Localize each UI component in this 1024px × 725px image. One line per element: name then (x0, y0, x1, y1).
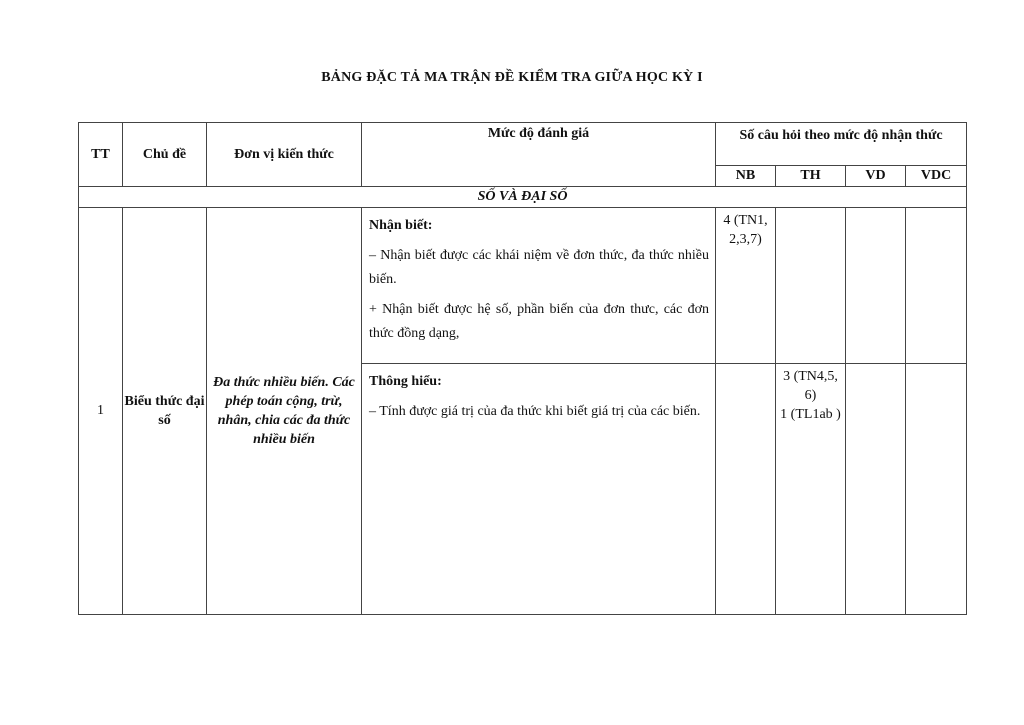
nhan-biet-line-1: – Nhận biết được các khái niệm về đơn thức, đa thức nhiều biến. (369, 248, 709, 287)
page-title: BẢNG ĐẶC TẢ MA TRẬN ĐỀ KIỂM TRA GIỮA HỌC KỲ I (321, 70, 703, 85)
nhan-biet-description (362, 208, 716, 364)
table-row (79, 208, 967, 364)
row-topic: Biểu thức đại số (123, 208, 207, 615)
header-tt: TT (79, 123, 123, 187)
nhan-biet-line-2: + Nhận biết được hệ số, phần biến của đơn thưc, các đơn thức đồng dạng, (369, 302, 709, 341)
header-level-nb: NB (716, 166, 776, 187)
header-level-vd: VD (846, 166, 906, 187)
th-count-tl: 1 (TL1ab ) (780, 407, 841, 422)
header-level-vdc: VDC (906, 166, 967, 187)
th-count-tn: 3 (TN4,5, 6) (783, 369, 838, 403)
vd-empty-cell (846, 208, 906, 364)
vd-empty-cell (846, 364, 906, 615)
th-empty-cell (776, 208, 846, 364)
row-knowledge-unit: Đa thức nhiều biến. Các phép toán cộng, trừ, nhân, chia các đa thức nhiều biến (207, 208, 362, 615)
specification-matrix-table (78, 122, 967, 615)
row-number: 1 (79, 208, 123, 615)
thong-hieu-label: Thông hiểu: (369, 374, 442, 389)
thong-hieu-line-1: – Tính được giá trị của đa thức khi biết giá trị của các biến. (369, 404, 701, 419)
nb-count: 4 (TN1, 2,3,7) (716, 208, 776, 364)
th-count (776, 364, 846, 615)
section-title: SỐ VÀ ĐẠI SỐ (79, 187, 967, 208)
nhan-biet-label: Nhận biết: (369, 218, 433, 233)
header-row (79, 123, 967, 166)
nb-empty-cell (716, 364, 776, 615)
vdc-empty-cell (906, 364, 967, 615)
header-question-count: Số câu hỏi theo mức độ nhận thức (716, 123, 967, 166)
vdc-empty-cell (906, 208, 967, 364)
thong-hieu-description (362, 364, 716, 615)
header-topic: Chủ đề (123, 123, 207, 187)
section-row (79, 187, 967, 208)
header-assessment-level: Mức độ đánh giá (362, 123, 716, 187)
header-knowledge-unit: Đơn vị kiến thức (207, 123, 362, 187)
header-level-th: TH (776, 166, 846, 187)
